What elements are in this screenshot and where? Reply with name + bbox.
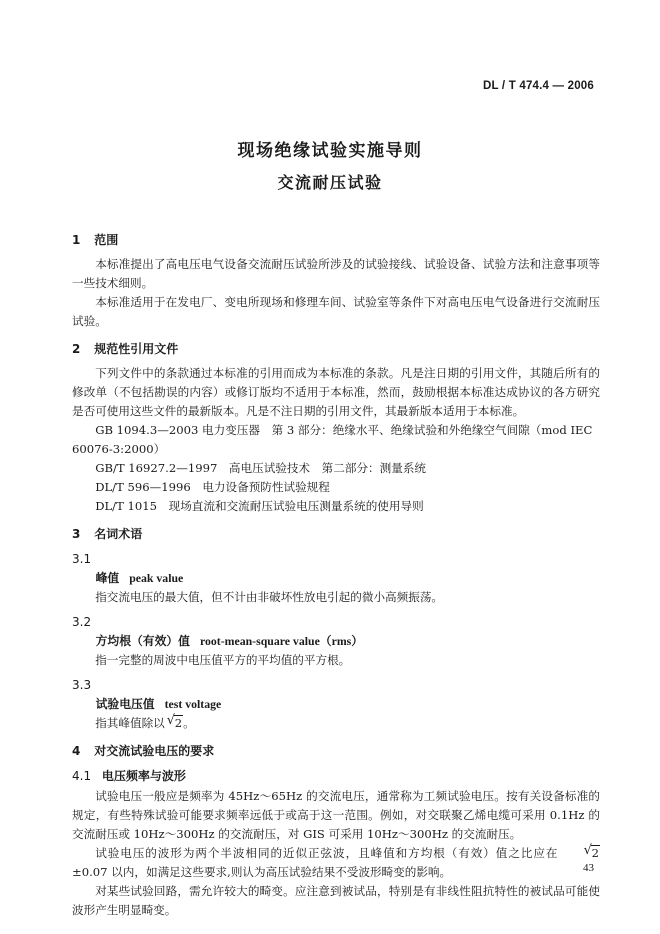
paragraph-text: ±0.07 以内，如满足这些要求,则认为高压试验结果不受波形畸变的影响。: [72, 865, 452, 879]
paragraph: 试验电压一般应是频率为 45Hz～65Hz 的交流电压，通常称为工频试验电压。按有关设备标准的规定，有些特殊试验可能要求频率远低于或高于这一范围。例如，对交联聚乙烯电缆可采用 0.1Hz 的交流耐压或 10Hz～300Hz 的交流耐压，对 GIS 可采用 10Hz～300Hz 的交流耐压。: [72, 789, 600, 841]
term-number: 3.2: [72, 615, 92, 629]
standard-code: DL / T 474.4 — 2006: [483, 80, 594, 92]
section-title: 对交流试验电压的要求: [94, 744, 215, 758]
reference-item: GB/T 16927.2—1997 高电压试验技术 第二部分：测量系统: [95, 461, 427, 475]
section-title: 范围: [94, 233, 119, 247]
term-name-cn: 试验电压值: [95, 697, 155, 711]
section-number: 1: [72, 233, 81, 247]
section-title: 名词术语: [94, 527, 143, 541]
reference-item: DL/T 1015 现场直流和交流耐压试验电压测量系统的使用导则: [95, 499, 424, 513]
document-subtitle: 交流耐压试验: [277, 173, 383, 192]
paragraph-text: 试验电压的波形为两个半波相同的近似正弦波，且峰值和方均根（有效）值之比应在: [95, 846, 559, 860]
term-definition: 指一完整的周波中电压值平方的平均值的平方根。: [95, 653, 351, 667]
term-def-text: 。: [183, 716, 195, 730]
term-name-en: peak value: [129, 571, 184, 585]
term-name: [72, 569, 600, 588]
section-number: 3: [72, 527, 81, 541]
term-number: 3.3: [72, 678, 92, 692]
section-number: 2: [72, 342, 81, 356]
term-number: 3.1: [72, 552, 92, 566]
reference-item: DL/T 596—1996 电力设备预防性试验规程: [95, 480, 330, 494]
paragraph: 本标准提出了高电压电气设备交流耐压试验所涉及的试验接线、试验设备、试验方法和注意事项等一些技术细则。: [72, 257, 600, 290]
term-name-en: test voltage: [164, 697, 222, 711]
reference-item: GB 1094.3—2003 电力变压器 第 3 部分：绝缘水平、绝缘试验和外绝缘空气间隙（mod IEC 60076-3:2000）: [72, 423, 593, 456]
subsection-heading-4-1: [72, 767, 600, 786]
document-body: [72, 222, 600, 920]
sqrt-symbol: √ 2: [166, 713, 183, 730]
subsection-number: 4.1: [72, 769, 92, 783]
section-heading-2: [72, 340, 600, 359]
section-number: 4: [72, 744, 81, 758]
term-name: [72, 695, 600, 714]
section-heading-1: [72, 231, 600, 250]
term-def-text: 指其峰值除以: [95, 716, 165, 730]
document-title: 现场绝缘试验实施导则: [237, 141, 423, 161]
term-name-cn: 峰值: [95, 571, 120, 585]
sqrt-argument: 2: [591, 846, 599, 860]
term-name-cn: 方均根（有效）值: [95, 634, 190, 648]
page-number: 43: [583, 862, 594, 874]
sqrt-argument: 2: [174, 716, 183, 730]
paragraph: [72, 844, 600, 882]
paragraph: 对某些试验回路，需允许较大的畸变。应注意到被试品，特别是有非线性阻抗特性的被试品可能使波形产生明显畸变。: [72, 884, 600, 917]
term-name: [72, 632, 600, 651]
term-definition: [72, 714, 600, 733]
sqrt-symbol: √ 2: [583, 843, 599, 860]
term-name-en: root-mean-square value（rms）: [199, 634, 364, 648]
section-heading-4: [72, 742, 600, 761]
term-definition: 指交流电压的最大值，但不计由非破坏性放电引起的微小高频振荡。: [95, 590, 444, 604]
paragraph: 本标准适用于在发电厂、变电所现场和修理车间、试验室等条件下对高电压电气设备进行交流耐压试验。: [72, 295, 600, 328]
section-heading-3: [72, 525, 600, 544]
paragraph: 下列文件中的条款通过本标准的引用而成为本标准的条款。凡是注日期的引用文件，其随后所有的修改单（不包括勘误的内容）或修订版均不适用于本标准，然而，鼓励根据本标准达成协议的各方研究是否可使用这些文件的最新版本。凡是不注日期的引用文件，其最新版本适用于本标准。: [72, 366, 600, 418]
section-title: 规范性引用文件: [94, 342, 179, 356]
subsection-title: 电压频率与波形: [101, 769, 186, 783]
